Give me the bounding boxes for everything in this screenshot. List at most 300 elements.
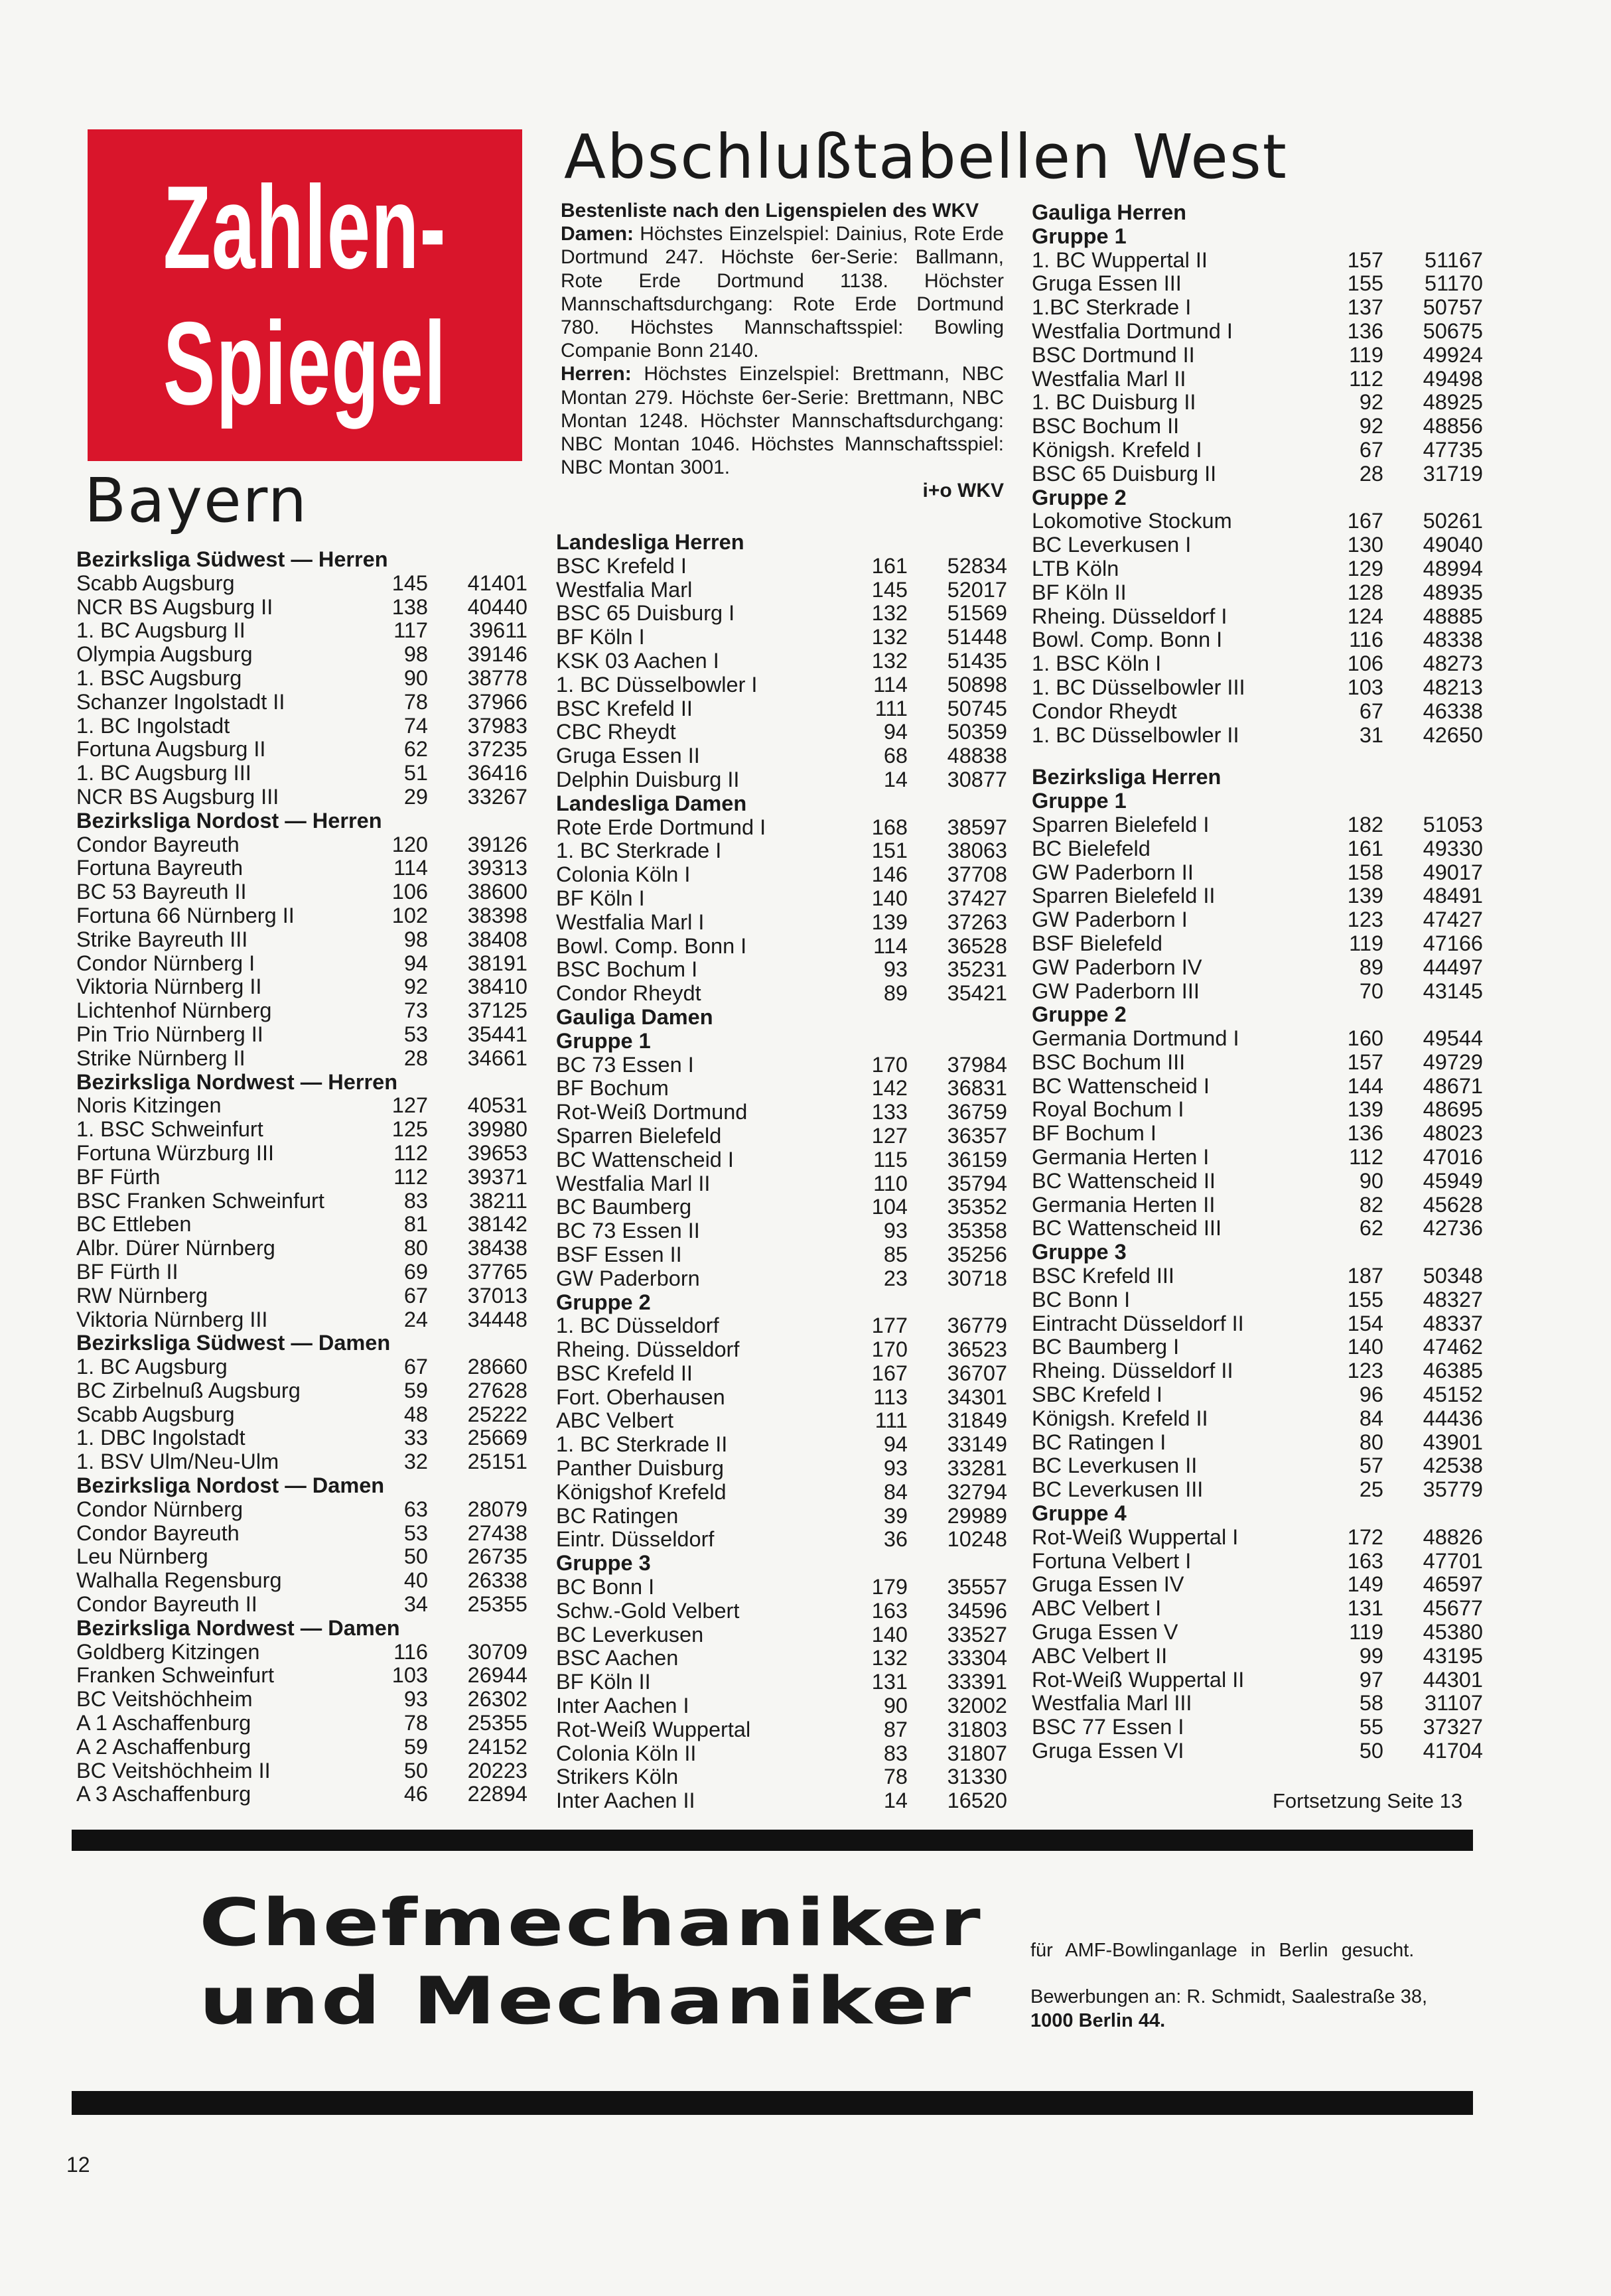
team-name: Viktoria Nürnberg II	[76, 975, 262, 999]
league-header: Gruppe 4	[1032, 1501, 1127, 1526]
zahlen-spiegel-logo	[88, 129, 522, 461]
team-name: Strike Bayreuth III	[76, 927, 248, 951]
team-name: BF Fürth II	[76, 1260, 178, 1284]
team-pins: 49330	[1423, 836, 1483, 860]
team-points: 62	[403, 737, 428, 762]
table-row	[76, 1355, 527, 1379]
table-row	[76, 1664, 527, 1688]
team-points: 149	[1347, 1572, 1383, 1597]
team-name: Lokomotive Stockum	[1032, 509, 1232, 533]
team-points: 89	[1359, 955, 1383, 979]
team-name: 1. BC Augsburg	[76, 1355, 228, 1379]
team-points: 163	[871, 1598, 908, 1623]
team-pins: 40440	[467, 594, 527, 619]
table-row	[76, 1308, 527, 1332]
team-pins: 39611	[469, 618, 527, 643]
team-pins: 31719	[1423, 461, 1483, 486]
team-pins: 36759	[947, 1100, 1007, 1124]
team-pins: 46385	[1423, 1359, 1483, 1383]
team-pins: 40531	[467, 1093, 527, 1118]
table-row	[1032, 724, 1483, 748]
league-dash: —	[285, 1473, 307, 1498]
table-row	[1032, 700, 1483, 724]
team-pins: 34596	[947, 1598, 1007, 1623]
team-points: 85	[883, 1242, 908, 1266]
table-row	[1032, 272, 1483, 296]
team-name: BC Wattenscheid I	[556, 1148, 734, 1172]
team-name: BC Ettleben	[76, 1213, 192, 1237]
team-points: 90	[883, 1694, 908, 1718]
team-pins: 37327	[1423, 1715, 1483, 1739]
league-header: Gruppe 1	[1032, 224, 1127, 248]
title-bayern: Bayern	[84, 465, 309, 536]
table-row	[76, 714, 527, 738]
team-points: 157	[1347, 247, 1383, 272]
table-row	[556, 1670, 1007, 1694]
team-points: 167	[1347, 509, 1383, 533]
team-pins: 42538	[1423, 1453, 1483, 1478]
team-points: 92	[1359, 390, 1383, 415]
table-row	[1032, 249, 1483, 273]
team-pins: 50261	[1423, 509, 1483, 533]
divider-bar-top	[72, 1830, 1473, 1851]
team-points: 63	[403, 1497, 428, 1521]
table-row	[556, 839, 1007, 863]
team-pins: 52834	[947, 553, 1007, 578]
team-points: 157	[1347, 1049, 1383, 1074]
team-points: 139	[1347, 884, 1383, 908]
table-row	[1032, 1454, 1483, 1478]
team-name: BC Veitshöchheim II	[76, 1759, 271, 1783]
table-row	[1032, 368, 1483, 391]
team-points: 70	[1359, 979, 1383, 1003]
job-ad-contact	[1030, 1985, 1473, 2033]
team-name: ABC Velbert	[556, 1409, 674, 1433]
team-points: 132	[871, 648, 908, 673]
team-pins: 48925	[1423, 390, 1483, 415]
team-points: 114	[873, 933, 908, 958]
team-points: 131	[1347, 1596, 1383, 1621]
table-row	[1032, 439, 1483, 462]
table-row	[76, 1426, 527, 1450]
team-pins: 36707	[947, 1361, 1007, 1385]
table-row	[76, 667, 527, 691]
team-pins: 26338	[467, 1568, 527, 1593]
table-row	[76, 1379, 527, 1403]
team-name: A 1 Aschaffenburg	[76, 1712, 251, 1735]
team-pins: 28079	[467, 1497, 527, 1521]
team-pins: 45380	[1423, 1620, 1483, 1645]
team-pins: 47701	[1423, 1548, 1483, 1573]
team-pins: 38600	[467, 880, 527, 904]
team-pins: 39653	[467, 1140, 527, 1165]
team-pins: 25669	[467, 1426, 527, 1450]
team-name: BF Bochum I	[1032, 1122, 1156, 1146]
table-row	[1032, 1217, 1483, 1241]
team-pins: 33527	[947, 1622, 1007, 1647]
team-name: Condor Nürnberg	[76, 1497, 244, 1521]
team-pins: 38063	[947, 839, 1007, 863]
table-row	[76, 1450, 527, 1474]
team-points: 94	[403, 951, 428, 975]
team-name: Bowl. Comp. Bonn I	[1032, 628, 1223, 652]
team-name: BF Köln I	[556, 886, 645, 910]
team-name: BC 53 Bayreuth II	[76, 880, 247, 904]
team-name: 1. DBC Ingolstadt	[76, 1426, 245, 1450]
table-row	[76, 1118, 527, 1142]
table-row	[556, 1101, 1007, 1124]
league-header: Gruppe 1	[1032, 789, 1127, 813]
table-row	[556, 958, 1007, 982]
team-points: 119	[1349, 1620, 1383, 1645]
table-row	[76, 691, 527, 714]
league-group: Herren	[312, 808, 382, 833]
team-points: 78	[883, 1765, 908, 1789]
table-row	[76, 1023, 527, 1047]
team-pins: 36416	[467, 761, 527, 785]
league-dash: —	[300, 1069, 322, 1094]
team-name: Westfalia Marl II	[1032, 367, 1186, 391]
team-pins: 35256	[947, 1242, 1007, 1266]
team-pins: 34661	[467, 1046, 527, 1070]
team-pins: 37708	[947, 862, 1007, 887]
team-pins: 38597	[947, 815, 1007, 839]
team-name: Eintr. Düsseldorf	[556, 1528, 715, 1552]
team-points: 132	[871, 601, 908, 626]
team-points: 124	[1347, 604, 1383, 628]
team-name: BF Köln II	[556, 1670, 651, 1694]
job-ad-title-line-2: und Mechaniker	[199, 1964, 973, 2039]
team-pins: 36528	[947, 933, 1007, 958]
team-name: Königsh. Krefeld II	[1032, 1406, 1208, 1430]
team-points: 93	[403, 1687, 428, 1712]
team-pins: 50348	[1423, 1264, 1483, 1288]
team-points: 58	[1359, 1691, 1383, 1716]
team-name: Walhalla Regensburg	[76, 1569, 282, 1593]
table-row	[556, 1243, 1007, 1267]
team-name: Fort. Oberhausen	[556, 1385, 725, 1409]
team-name: GW Paderborn	[556, 1266, 700, 1290]
team-points: 179	[871, 1575, 908, 1599]
table-row	[556, 1338, 1007, 1362]
team-name: 1. BSC Köln I	[1032, 652, 1162, 676]
team-pins: 37263	[947, 910, 1007, 934]
team-pins: 32794	[947, 1479, 1007, 1504]
table-row	[76, 762, 527, 785]
team-name: BC 73 Essen II	[556, 1219, 700, 1243]
table-row	[1032, 1027, 1483, 1051]
team-name: BC Wattenscheid I	[1032, 1074, 1210, 1098]
table-row	[1032, 652, 1483, 676]
team-points: 84	[1359, 1406, 1383, 1430]
team-points: 112	[1349, 366, 1383, 391]
team-name: BF Fürth	[76, 1165, 161, 1189]
team-name: Westfalia Marl I	[556, 910, 705, 934]
table-row	[76, 1712, 527, 1735]
team-pins: 47462	[1423, 1335, 1483, 1359]
team-pins: 31849	[947, 1408, 1007, 1433]
team-points: 53	[403, 1520, 428, 1545]
team-name: Delphin Duisburg II	[556, 768, 740, 791]
table-row	[556, 1647, 1007, 1670]
team-points: 155	[1347, 271, 1383, 296]
team-pins: 38142	[467, 1212, 527, 1237]
team-points: 131	[871, 1670, 908, 1694]
team-points: 116	[393, 1639, 428, 1664]
table-row	[1032, 1098, 1483, 1122]
table-row	[1032, 1170, 1483, 1193]
table-row	[556, 1765, 1007, 1789]
team-pins: 33391	[947, 1670, 1007, 1694]
team-pins: 50898	[947, 672, 1007, 697]
team-name: BF Köln II	[1032, 580, 1127, 604]
best-list	[561, 199, 1004, 503]
team-points: 119	[1349, 931, 1383, 955]
team-pins: 30718	[947, 1266, 1007, 1290]
team-name: BSC Krefeld II	[556, 1361, 693, 1385]
team-name: BC Bonn I	[556, 1576, 655, 1599]
table-row	[556, 1386, 1007, 1410]
team-pins: 33149	[947, 1432, 1007, 1457]
table-row	[556, 1409, 1007, 1433]
team-points: 112	[1349, 1145, 1383, 1170]
team-points: 69	[403, 1259, 428, 1284]
team-points: 113	[873, 1384, 908, 1409]
team-pins: 22894	[467, 1782, 527, 1806]
team-points: 14	[883, 1789, 908, 1813]
team-points: 50	[1359, 1739, 1383, 1763]
table-row	[76, 596, 527, 620]
team-pins: 10248	[947, 1527, 1007, 1552]
table-row	[76, 1047, 527, 1071]
team-name: Viktoria Nürnberg III	[76, 1308, 268, 1331]
table-row	[556, 720, 1007, 744]
team-name: Gruga Essen IV	[1032, 1573, 1184, 1597]
team-points: 67	[1359, 699, 1383, 723]
team-pins: 16520	[947, 1789, 1007, 1813]
team-pins: 24152	[467, 1734, 527, 1759]
team-points: 136	[1347, 318, 1383, 343]
team-points: 177	[871, 1314, 908, 1338]
table-row	[1032, 1383, 1483, 1407]
team-points: 62	[1359, 1216, 1383, 1241]
team-name: BSC Krefeld III	[1032, 1264, 1174, 1288]
team-name: Gruga Essen II	[556, 744, 700, 768]
west-tables-right	[1032, 201, 1483, 1763]
team-name: GW Paderborn IV	[1032, 955, 1202, 979]
league-header	[76, 1474, 527, 1498]
team-points: 33	[403, 1426, 428, 1450]
team-points: 170	[871, 1337, 908, 1362]
table-row	[556, 744, 1007, 768]
team-name: Westfalia Marl	[556, 578, 693, 602]
team-points: 125	[391, 1117, 428, 1142]
league-header	[76, 809, 527, 833]
table-row	[1032, 1407, 1483, 1431]
team-points: 151	[871, 839, 908, 863]
team-points: 163	[1347, 1548, 1383, 1573]
team-pins: 35441	[467, 1022, 527, 1046]
team-pins: 35231	[947, 957, 1007, 982]
table-row	[556, 1172, 1007, 1196]
team-name: Colonia Köln I	[556, 863, 691, 887]
team-points: 139	[1347, 1097, 1383, 1122]
job-ad-description: für AMF-Bowlinganlage in Berlin gesucht.	[1030, 1940, 1415, 1961]
team-name: Fortuna Augsburg II	[76, 738, 266, 762]
team-name: Gruga Essen V	[1032, 1621, 1178, 1645]
table-row	[76, 1189, 527, 1213]
table-row	[1032, 1288, 1483, 1312]
team-name: RW Nürnberg	[76, 1284, 208, 1308]
table-row	[556, 1077, 1007, 1101]
table-row	[76, 1237, 527, 1260]
table-row	[556, 697, 1007, 721]
team-points: 110	[873, 1171, 908, 1195]
table-row	[1032, 1431, 1483, 1455]
team-name: BSF Bielefeld	[1032, 931, 1162, 955]
table-row	[76, 1783, 527, 1806]
team-pins: 46338	[1423, 699, 1483, 723]
league-group: Damen	[328, 1615, 400, 1640]
team-name: 1. BC Sterkrade I	[556, 839, 722, 863]
table-row	[76, 1284, 527, 1308]
table-row	[556, 649, 1007, 673]
team-pins: 48671	[1423, 1073, 1483, 1098]
team-pins: 42736	[1423, 1216, 1483, 1241]
table-row	[556, 626, 1007, 649]
team-pins: 25151	[467, 1450, 527, 1474]
west-tables-middle	[556, 531, 1007, 1813]
team-name: Germania Herten I	[1032, 1146, 1210, 1170]
team-pins: 36159	[947, 1147, 1007, 1172]
table-row	[556, 1623, 1007, 1647]
table-row	[76, 904, 527, 928]
team-pins: 36357	[947, 1123, 1007, 1148]
table-row	[76, 643, 527, 667]
team-name: SBC Krefeld I	[1032, 1383, 1162, 1407]
team-name: Westfalia Dortmund I	[1032, 319, 1233, 343]
divider-bar-bottom	[72, 2091, 1473, 2115]
team-name: BC Leverkusen I	[1032, 533, 1192, 557]
team-name: BC Bonn I	[1032, 1288, 1131, 1312]
team-points: 144	[1347, 1073, 1383, 1098]
team-pins: 45628	[1423, 1192, 1483, 1217]
team-points: 59	[403, 1734, 428, 1759]
team-pins: 52017	[947, 577, 1007, 602]
team-points: 90	[1359, 1168, 1383, 1193]
team-name: BC Wattenscheid III	[1032, 1217, 1222, 1241]
team-pins: 49924	[1423, 342, 1483, 367]
table-row	[1032, 1692, 1483, 1716]
team-points: 139	[871, 910, 908, 934]
team-points: 40	[403, 1568, 428, 1593]
league-group: Herren	[328, 1069, 398, 1094]
team-pins: 48994	[1423, 556, 1483, 580]
table-row	[1032, 533, 1483, 557]
team-name: Bowl. Comp. Bonn I	[556, 934, 747, 958]
team-name: ABC Velbert I	[1032, 1597, 1162, 1621]
best-list-intro: Bestenliste nach den Ligenspielen des WKV	[561, 200, 979, 222]
table-row	[1032, 1739, 1483, 1763]
league-group: Damen	[312, 1473, 385, 1498]
team-points: 140	[871, 886, 908, 910]
team-points: 167	[871, 1361, 908, 1385]
team-points: 104	[871, 1195, 908, 1219]
table-row	[1032, 320, 1483, 344]
team-points: 132	[871, 1646, 908, 1670]
table-row	[76, 619, 527, 643]
team-points: 103	[391, 1663, 428, 1688]
table-row	[76, 833, 527, 857]
team-pins: 35557	[947, 1575, 1007, 1599]
team-points: 119	[1349, 342, 1383, 367]
table-row	[1032, 1051, 1483, 1075]
team-pins: 35358	[947, 1219, 1007, 1243]
team-name: 1. BC Sterkrade II	[556, 1433, 728, 1457]
team-points: 127	[391, 1093, 428, 1118]
table-row	[1032, 462, 1483, 486]
league-title: Bezirksliga Südwest	[76, 1331, 285, 1355]
team-pins: 50675	[1423, 318, 1483, 343]
team-pins: 29989	[947, 1503, 1007, 1528]
table-row	[1032, 605, 1483, 629]
team-points: 168	[871, 815, 908, 839]
team-points: 14	[883, 767, 908, 791]
team-name: BSC 65 Duisburg I	[556, 602, 735, 626]
team-points: 74	[403, 713, 428, 738]
table-row	[556, 935, 1007, 959]
team-points: 83	[403, 1188, 428, 1213]
table-row	[76, 1094, 527, 1118]
team-name: BC Leverkusen	[556, 1623, 704, 1647]
page-number: 12	[66, 2153, 90, 2177]
team-name: Noris Kitzingen	[76, 1094, 222, 1118]
team-name: BSC Dortmund II	[1032, 343, 1195, 367]
table-row	[76, 1688, 527, 1712]
team-pins: 37983	[467, 713, 527, 738]
team-name: LTB Köln	[1032, 557, 1119, 580]
league-group: Damen	[318, 1331, 391, 1355]
team-points: 111	[875, 1408, 908, 1433]
team-points: 78	[403, 1711, 428, 1735]
team-name: CBC Rheydt	[556, 720, 676, 744]
table-row	[1032, 980, 1483, 1004]
team-name: Strikers Köln	[556, 1765, 679, 1789]
league-header: Gruppe 2	[1032, 1002, 1127, 1027]
table-row	[76, 1260, 527, 1284]
team-name: ABC Velbert II	[1032, 1644, 1168, 1668]
team-pins: 31803	[947, 1717, 1007, 1741]
team-pins: 49040	[1423, 533, 1483, 557]
table-row	[556, 768, 1007, 792]
table-row	[1032, 1146, 1483, 1170]
table-row	[1032, 1075, 1483, 1099]
team-pins: 48273	[1423, 651, 1483, 676]
table-row	[1032, 884, 1483, 908]
team-points: 170	[871, 1052, 908, 1077]
team-points: 106	[1347, 651, 1383, 676]
team-pins: 37427	[947, 886, 1007, 910]
team-points: 51	[403, 761, 428, 785]
league-header: Bezirksliga Herren	[1032, 765, 1222, 789]
team-pins: 33281	[947, 1456, 1007, 1481]
table-row	[556, 1148, 1007, 1172]
team-points: 50	[403, 1758, 428, 1783]
team-points: 93	[883, 1219, 908, 1243]
team-pins: 49017	[1423, 860, 1483, 884]
team-pins: 51167	[1425, 247, 1483, 272]
team-points: 123	[1347, 908, 1383, 932]
